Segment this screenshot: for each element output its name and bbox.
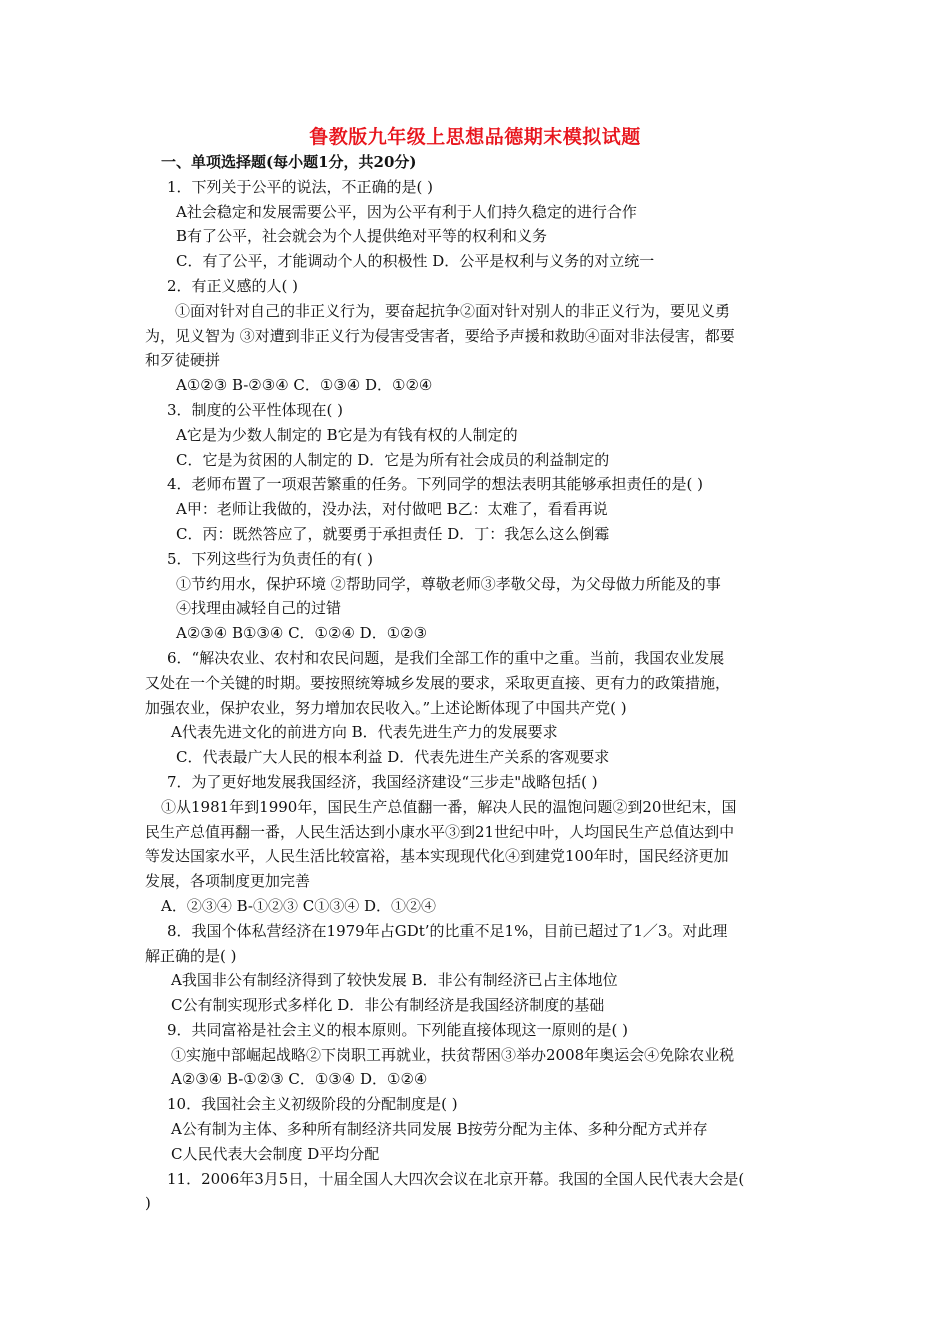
question-8-stem: 8．我国个体私营经济在1979年占GDt’的比重不足1%，目前已超过了1／3。对此理 (167, 921, 728, 940)
question-9-stem: 9．共同富裕是社会主义的根本原则。下列能直接体现这一原则的是( ) (167, 1020, 629, 1039)
question-7-body-line: 等发达国家水平，人民生活比较富裕，基本实现现代化④到建党100年时，国民经济更加 (145, 847, 729, 866)
question-7-options: A．②③④ B-①②③ C①③④ D．①②④ (161, 896, 437, 915)
question-3-stem: 3．制度的公平性体现在( ) (167, 400, 344, 419)
question-1-options-cd: C．有了公平，才能调动个人的积极性 D．公平是权利与义务的对立统一 (176, 252, 655, 271)
question-4-options-ab: A甲：老师让我做的，没办法，对付做吧 B乙：太难了，看看再说 (176, 500, 608, 519)
question-10-options-cd: C人民代表大会制度 D平均分配 (171, 1144, 380, 1163)
question-2-body-line: 为，见义智为 ③对遭到非正义行为侵害受害者，要给予声援和救助④面对非法侵害，都要 (145, 326, 735, 345)
question-8-options-cd: C公有制实现形式多样化 D．非公有制经济是我国经济制度的基础 (171, 996, 605, 1015)
question-7-body-line: 发展，各项制度更加完善 (145, 872, 311, 891)
question-3-options-cd: C．它是为贫困的人制定的 D．它是为所有社会成员的利益制定的 (176, 450, 610, 469)
question-6-stem-line: 加强农业，保护农业，努力增加农民收入。”上述论断体现了中国共产党( ) (145, 698, 627, 717)
question-5-options: A②③④ B①③④ C．①②④ D．①②③ (176, 624, 428, 643)
question-4-options-cd: C．丙：既然答应了，就要勇于承担责任 D．丁：我怎么这么倒霉 (176, 524, 610, 543)
question-6-options-ab: A代表先进文化的前进方向 B．代表先进生产力的发展要求 (171, 723, 558, 742)
question-10-stem: 10．我国社会主义初级阶段的分配制度是( ) (167, 1095, 458, 1114)
question-6-options-cd: C．代表最广大人民的根本利益 D．代表先进生产关系的客观要求 (176, 748, 610, 767)
question-11-stem: 11．2006年3月5日，十届全国人大四次会议在北京开幕。我国的全国人民代表大会是( (167, 1169, 745, 1188)
question-2-body-line: ①面对针对自己的非正义行为，要奋起抗争②面对针对别人的非正义行为，要见义勇 (175, 301, 731, 320)
document-title: 鲁教版九年级上思想品德期末模拟试题 (309, 126, 641, 148)
question-7-body-line: 民生产总值再翻一番，人民生活达到小康水平③到21世纪中叶，人均国民生产总值达到中 (145, 822, 735, 841)
question-9-body-line: ①实施中部崛起战略②下岗职工再就业，扶贫帮困③举办2008年奥运会④免除农业税 (171, 1045, 735, 1064)
question-7-body-line: ①从1981年到1990年，国民生产总值翻一番，解决人民的温饱问题②到20世纪末，国 (161, 797, 737, 816)
question-2-stem: 2．有正义感的人( ) (167, 276, 299, 295)
question-5-stem: 5．下列这些行为负责任的有( ) (167, 549, 374, 568)
question-4-stem: 4．老师布置了一项艰苦繁重的任务。下列同学的想法表明其能够承担责任的是( ) (167, 475, 704, 494)
question-1-stem: 1．下列关于公平的说法，不正确的是( ) (167, 177, 434, 196)
question-5-body-line: ①节约用水，保护环境 ②帮助同学，尊敬老师③孝敬父母，为父母做力所能及的事 (176, 574, 721, 593)
question-10-options-ab: A公有制为主体、多种所有制经济共同发展 B按劳分配为主体、多种分配方式并存 (171, 1120, 708, 1139)
question-11-stem-line: ) (145, 1194, 151, 1213)
question-7-stem: 7．为了更好地发展我国经济，我国经济建设“三步走"战略包括( ) (167, 772, 598, 791)
question-6-stem-line: 又处在一个关键的时期。要按照统筹城乡发展的要求，采取更直接、更有力的政策措施， (145, 673, 731, 692)
document-body (145, 150, 810, 1216)
question-2-options: A①②③ B-②③④ C．①③④ D．①②④ (176, 376, 433, 395)
question-6-stem: 6．“解决农业、农村和农民问题，是我们全部工作的重中之重。当前，我国农业发展 (167, 648, 725, 667)
question-9-options: A②③④ B-①②③ C．①③④ D．①②④ (171, 1070, 428, 1089)
question-8-options-ab: A我国非公有制经济得到了较快发展 B．非公有制经济已占主体地位 (171, 971, 618, 990)
question-1-option-a: A社会稳定和发展需要公平，因为公平有利于人们持久稳定的进行合作 (176, 202, 637, 221)
question-2-body-line: 和歹徒硬拼 (145, 351, 221, 370)
question-3-options-ab: A它是为少数人制定的 B它是为有钱有权的人制定的 (176, 425, 518, 444)
question-5-body-line: ④找理由减轻自己的过错 (176, 599, 342, 618)
section-heading: 一、单项选择题(每小题1分，共20分) (161, 153, 417, 171)
question-8-stem-line: 解正确的是( ) (145, 946, 237, 965)
question-1-option-b: B有了公平，社会就会为个人提供绝对平等的权利和义务 (176, 227, 548, 246)
